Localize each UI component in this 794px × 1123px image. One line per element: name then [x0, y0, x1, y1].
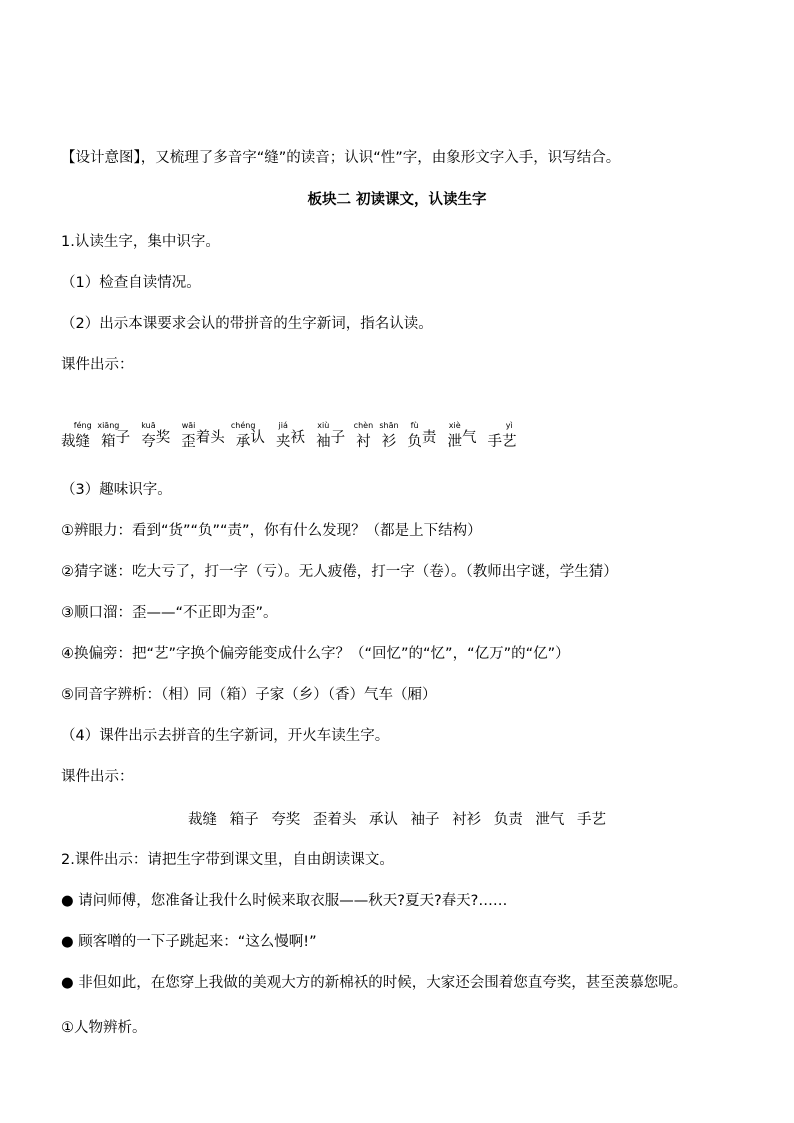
bullet-sentence-2: ● 顾客噌的一下子跳起来：“这么慢啊!”: [61, 934, 317, 950]
pinyin-annotation: xiāng: [97, 421, 120, 430]
hanzi-with-pinyin: [97, 421, 120, 451]
pinyin-word: [407, 421, 437, 451]
hanzi-with-pinyin: [379, 421, 399, 451]
bullet-sentence-3: ● 非但如此，在您穿上我做的美观大方的新棉袄的时候，大家还会围着您直夸奖，甚至羡慕您呢。: [61, 975, 688, 991]
word-suffix: 责: [421, 430, 437, 446]
word: 夸奖: [271, 812, 301, 828]
step-1-heading: 1.认读生字，集中识字。: [61, 234, 220, 250]
pinyin-word: [353, 421, 374, 451]
hanzi: 夸: [141, 434, 156, 450]
hanzi: 箱: [101, 434, 116, 450]
activity-item-5: ⑤同音字辨析：（相）同（箱）子家（乡）（香）气车（厢）: [61, 687, 437, 703]
courseware-label-2: 课件出示：: [61, 769, 134, 785]
pinyin-annotation: féng: [73, 421, 92, 430]
pinyin-word: [487, 421, 517, 451]
design-intent-paragraph: 【设计意图】，又梳理了多音字“缝”的读音；认识“性”字，由象形文字入手，识写结合。: [61, 150, 621, 166]
pinyin-word: [275, 421, 305, 451]
activity-item-3: ③顺口溜：歪——“不正即为歪”。: [61, 605, 278, 621]
sub-step-3: （3）趣味识字。: [61, 482, 172, 498]
analysis-item-1: ①人物辨析。: [61, 1020, 147, 1036]
pinyin-annotation: jiá: [278, 421, 288, 430]
sub-step-1: （1）检查自读情况。: [61, 275, 201, 291]
pinyin-annotation: chèn: [353, 421, 374, 430]
pinyin-annotation: shān: [379, 421, 399, 430]
pinyin-word: [97, 421, 131, 451]
hanzi-with-pinyin: [316, 421, 331, 451]
pinyin-word-list: [61, 421, 523, 466]
activity-item-2: ②猜字谜：吃大亏了，打一字（亏）。无人疲倦，打一字（卷）。（教师出字谜，学生猜）: [61, 564, 618, 580]
word: 手艺: [576, 812, 606, 828]
word-suffix: 着头: [195, 430, 225, 446]
activity-item-1: ①辨眼力：看到“货”“负”“责”，你有什么发现？（都是上下结构）: [61, 523, 482, 539]
pinyin-annotation: kuā: [141, 421, 156, 430]
pinyin-annotation: chéng: [230, 421, 256, 430]
section-title: 板块二 初读课文，认读生字: [307, 192, 487, 208]
hanzi-with-pinyin: [181, 421, 196, 451]
hanzi: 缝: [75, 434, 90, 450]
word: 泄气: [535, 812, 565, 828]
hanzi-with-pinyin: [230, 421, 256, 451]
hanzi-with-pinyin: [447, 421, 462, 451]
hanzi: 衬: [356, 434, 371, 450]
pinyin-word: [316, 421, 346, 451]
pinyin-word: [447, 421, 477, 451]
word-prefix: 手: [487, 434, 503, 450]
word: 歪着头: [312, 812, 357, 828]
word: 承认: [368, 812, 398, 828]
hanzi-with-pinyin: [141, 421, 156, 451]
pinyin-word: [181, 421, 225, 451]
plain-word-list: [0, 808, 794, 829]
hanzi-with-pinyin: [275, 421, 291, 451]
hanzi: 袖: [316, 434, 331, 450]
word-suffix: 子: [115, 430, 131, 446]
pinyin-annotation: xiè: [448, 421, 461, 430]
pinyin-word: [141, 421, 171, 451]
hanzi: 夹: [275, 434, 291, 450]
hanzi: 泄: [447, 434, 462, 450]
hanzi-with-pinyin: [407, 421, 422, 451]
hanzi-with-pinyin: [353, 421, 374, 451]
word-suffix: 奖: [155, 430, 171, 446]
sub-step-2: （2）出示本课要求会认的带拼音的生字新词，指名认读。: [61, 316, 433, 332]
pinyin-word: [61, 421, 92, 451]
hanzi: 承: [235, 434, 251, 450]
pinyin-annotation: fù: [410, 421, 419, 430]
hanzi: 衫: [381, 434, 397, 450]
hanzi: 歪: [181, 434, 196, 450]
hanzi-with-pinyin: [502, 421, 517, 451]
courseware-label-1: 课件出示：: [61, 357, 134, 373]
bullet-sentence-1: ● 请问师傅，您准备让我什么时候来取衣服——秋天?夏天?春天?……: [61, 893, 508, 909]
word-suffix: 认: [250, 430, 265, 446]
word: 裁缝: [188, 812, 217, 828]
word-suffix: 袄: [290, 430, 305, 446]
word-suffix: 气: [461, 430, 477, 446]
word: 箱子: [229, 812, 259, 828]
step-2-heading: 2.课件出示：请把生字带到课文里，自由朗读课文。: [61, 852, 394, 868]
pinyin-annotation: yì: [505, 421, 513, 430]
pinyin-word: [379, 421, 399, 451]
word: 负责: [493, 812, 523, 828]
sub-step-4: （4）课件出示去拼音的生字新词，开火车读生字。: [61, 728, 390, 744]
hanzi: 艺: [502, 434, 517, 450]
hanzi: 负: [407, 434, 422, 450]
pinyin-word: [230, 421, 265, 451]
word-suffix: 子: [330, 430, 346, 446]
word: 衬衫: [452, 812, 482, 828]
word: 袖子: [410, 812, 440, 828]
hanzi-with-pinyin: [73, 421, 92, 451]
word-prefix: 裁: [61, 434, 76, 450]
pinyin-annotation: wāi: [181, 421, 196, 430]
activity-item-4: ④换偏旁：把“艺”字换个偏旁能变成什么字？（“回忆”的“忆”，“亿万”的“亿”）: [61, 646, 570, 662]
pinyin-annotation: xiù: [317, 421, 330, 430]
